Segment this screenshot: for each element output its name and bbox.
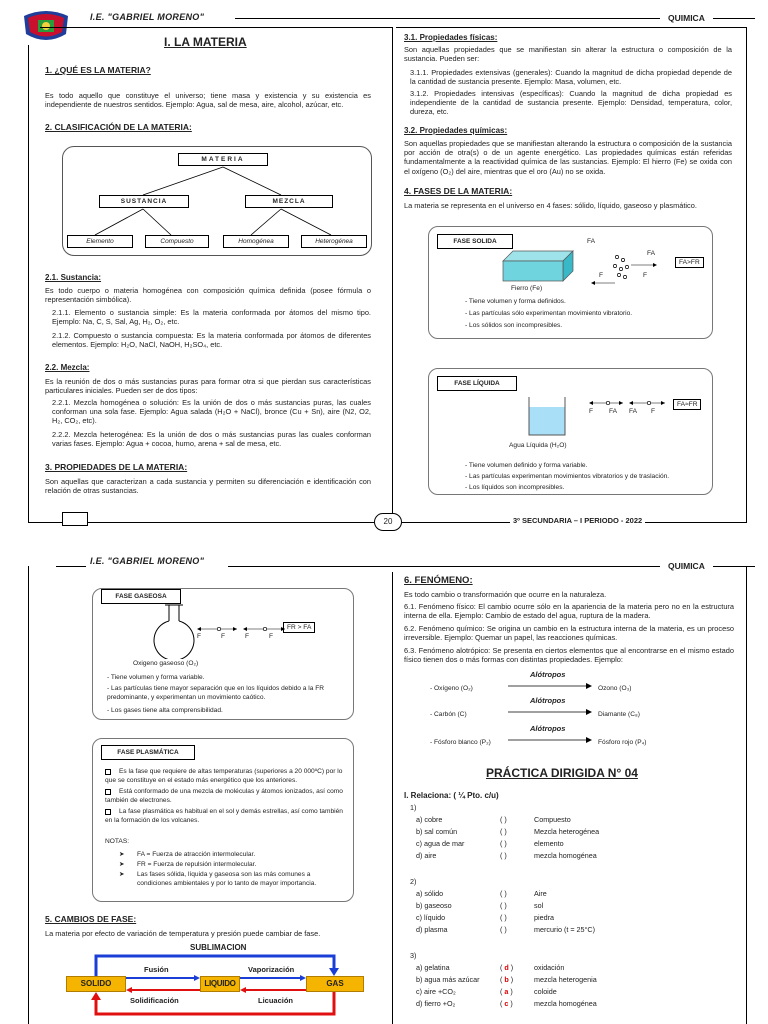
option-left: c) líquido xyxy=(416,913,446,922)
section-2-2-text: Es la reunión de dos o más sustancias puras para formar otra si que pierdan sus características particulares iniciales. Pueden ser de dos tipos: xyxy=(45,377,371,396)
liquido-box: LIQUIDO xyxy=(200,976,240,992)
phase-change-diagram xyxy=(50,940,376,1024)
plasma-p3: La fase plasmática es habitual en el sol y demás estrellas, así como también en la formación de los volcanes. xyxy=(105,808,343,824)
section-3-1-text: Son aquellas propiedades que se manifiestan sin alterar la estructura o composición de la sustancia. Pueden ser: xyxy=(404,45,732,64)
allotrope-row xyxy=(430,670,730,696)
answer-blank[interactable]: ( ) xyxy=(500,889,507,898)
gas-f-4: F xyxy=(269,633,274,640)
licuacion-label: Licuación xyxy=(258,996,294,1005)
page-number: 20 xyxy=(374,513,402,531)
diagram-sustancia: SUSTANCIA xyxy=(99,195,189,208)
option-left: b) sal común xyxy=(416,827,458,836)
section-1-text: Es todo aquello que constituye el universo; tiene masa y existencia y su existencia es independiente de nuestros sentidos. Ejemplo: Agua, sal de mesa, aire, alcohol, azúcar, etc. xyxy=(45,91,371,110)
option-right: mezcla heterogenia xyxy=(534,975,597,984)
answer-blank[interactable]: ( ) xyxy=(500,851,507,860)
flask-icon xyxy=(145,603,205,659)
solid-caption: Fierro (Fe) xyxy=(511,285,543,292)
answer-blank[interactable]: ( ) xyxy=(500,827,507,836)
section-3-1-2: 3.1.2. Propiedades intensivas (específicas): Cuando la magnitud de dicha propiedad es independiente de la cantidad de sustancia presente. Ejemplo: Densidad, temperatura, color, dureza, etc. xyxy=(410,89,732,117)
option-right: Aire xyxy=(534,889,547,898)
section-2-2-1: 2.2.1. Mezcla homogénea o solución: Es la unión de dos o más sustancias puras, las cuales conforman una sola fase. Ejemplo: Agua salada (H₂O + NaCl), bronce (Cu + Sn), aire (N2, O2, H₂, CO₂, etc). xyxy=(52,398,371,426)
diagram-mezcla: MEZCLA xyxy=(245,195,333,208)
answer-blank[interactable]: ( ) xyxy=(500,925,507,934)
option-left: a) sólido xyxy=(416,889,444,898)
section-2-1-1: 2.1.1. Elemento o sustancia simple: Es la materia conformada por átomos del mismo tipo. Ejemplo: Na, C, S, Sal, Ag, H₂, O₂, etc. xyxy=(52,308,371,327)
section-3-heading: 3. PROPIEDADES DE LA MATERIA: xyxy=(45,462,188,472)
option-left: d) plasma xyxy=(416,925,448,934)
handwritten-answer: a xyxy=(504,987,509,996)
diagram-heterogenea: Heterogénea xyxy=(301,235,367,248)
option-left: a) cobre xyxy=(416,815,443,824)
liquid-f-1: F xyxy=(589,408,594,415)
relaciona-heading: I. Relaciona: ( ¼ Pto. c/u) xyxy=(404,791,499,800)
section-2-1-2: 2.1.2. Compuesto o sustancia compuesta: Es la materia conformada por átomos de diferentes elementos. Ejemplo: H₂O, NaCl, NaOH, H₂SO₄, etc. xyxy=(52,331,371,350)
option-left: b) agua más azúcar xyxy=(416,975,480,984)
allotrope-label: Alótropos xyxy=(530,670,566,679)
section-3-1-heading: 3.1. Propiedades físicas: xyxy=(404,33,498,42)
header-subject: QUIMICA xyxy=(668,13,705,23)
arrow-bullet-icon: ➤ xyxy=(119,861,125,868)
gas-f-3: F xyxy=(245,633,250,640)
diagram-homogenea: Homogénea xyxy=(223,235,289,248)
group-number: 2) xyxy=(410,877,417,886)
gas-caption: Oxigeno gaseoso (O₂) xyxy=(133,660,199,667)
solidificacion-label: Solidificación xyxy=(130,996,179,1005)
option-left: b) gaseoso xyxy=(416,901,452,910)
section-3-2-heading: 3.2. Propiedades químicas: xyxy=(404,126,508,135)
practice-title: PRÁCTICA DIRIGIDA N° 04 xyxy=(486,766,638,780)
liquid-phase-box xyxy=(428,368,713,495)
option-left: d) fierro +O₂ xyxy=(416,999,456,1008)
option-right: oxidación xyxy=(534,963,565,972)
page-2 xyxy=(0,548,768,1024)
header-school: I.E. "GABRIEL MORENO" xyxy=(90,12,205,22)
section-3-text: Son aquellas que caracterizan a cada sustancia y permiten su diferenciación e identificación con relación de otras sustancias. xyxy=(45,477,371,496)
option-left: c) agua de mar xyxy=(416,839,465,848)
answer-blank[interactable]: ( ) xyxy=(500,901,507,910)
gas-phase-label: FASE GASEOSA xyxy=(101,589,181,604)
solid-phase-box xyxy=(428,226,713,339)
answer-slot[interactable]: ( b ) xyxy=(500,975,514,984)
gas-bullet-2: - Las partículas tiene mayor separación que en los líquidos debido a la FR predominante, y experimentan un movimiento caótico. xyxy=(107,685,324,701)
solid-bullet-3: - Los sólidos son incompresibles. xyxy=(465,322,563,329)
gas-bullet-3: - Los gases tiene alta comprensibilidad. xyxy=(107,707,223,714)
liquid-relation: FA≈FR xyxy=(673,399,701,410)
diagram-materia: MATERIA xyxy=(178,153,268,166)
section-2-2-2: 2.2.2. Mezcla heterogénea: Es la unión de dos o más sustancias puras las cuales conforman varias fases. Ejemplo: Agua + cocoa, humo, arena + sal de mesa, etc. xyxy=(52,430,371,449)
gas-forces-icon xyxy=(197,623,289,635)
diagram-compuesto: Compuesto xyxy=(145,235,209,248)
plasma-note-3: Las fases sólida, líquida y gaseosa son las más comunes a condiciones ambientales y por lo tanto de mayor importancia. xyxy=(137,871,317,887)
section-2-2-heading: 2.2. Mezcla: xyxy=(45,363,90,372)
beaker-icon xyxy=(525,395,569,439)
plasma-note-1: FA = Fuerza de atracción intermolecular. xyxy=(137,851,256,858)
gas-box: GAS xyxy=(306,976,364,992)
gas-relation: FR > FA xyxy=(283,622,315,633)
allotrope-left: - Oxígeno (O₂) xyxy=(430,685,473,692)
plasma-notas: NOTAS: xyxy=(105,838,130,845)
liquid-bullet-1: - Tiene volumen definido y forma variable. xyxy=(465,462,588,469)
liquid-caption: Agua Líquida (H₂O) xyxy=(509,442,567,449)
sublimacion-label: SUBLIMACION xyxy=(190,943,247,952)
allotrope-row xyxy=(430,696,730,722)
answer-slot[interactable]: ( d ) xyxy=(500,963,514,972)
allotrope-left: - Carbón (C) xyxy=(430,711,467,718)
answer-slot[interactable]: ( c ) xyxy=(500,999,513,1008)
section-2-heading: 2. CLASIFICACIÓN DE LA MATERIA: xyxy=(45,122,192,132)
section-6-1: 6.1. Fenómeno físico: El cambio ocurre sólo en la apariencia de la materia pero no en la estructura interna de ella. Ejemplo: Cambio de estado del agua, ruptura de la madera. xyxy=(404,602,734,621)
gas-f-1: F xyxy=(197,633,202,640)
allotrope-right: Fósforo rojo (P₄) xyxy=(598,739,647,746)
footer-text: 3º SECUNDARIA – I PERIODO - 2022 xyxy=(510,516,645,525)
solid-particles-icon xyxy=(589,249,659,289)
section-3-2-text: Son aquellas propiedades que se manifiestan alterando la estructura o composición de la sustancia por acción de otra(s) o de un agente energético. Las propiedades químicas están referidas fundamentalmente a la reactividad química de las sustancias. Ejemplo: El hierro (Fe) se oxida con el oxígeno (O₂) del aire, mientras que el oro (Au) no se oxida. xyxy=(404,139,732,176)
liquid-bullet-2: - Las partículas experimentan movimientos vibratorios y de traslación. xyxy=(465,473,670,480)
gas-f-2: F xyxy=(221,633,226,640)
iron-block-icon xyxy=(499,249,579,283)
option-right: piedra xyxy=(534,913,554,922)
answer-blank[interactable]: ( ) xyxy=(500,839,507,848)
solid-phase-label: FASE SOLIDA xyxy=(437,234,513,249)
option-left: a) gelatina xyxy=(416,963,450,972)
allotrope-right: Diamante (C₈) xyxy=(598,711,640,718)
solid-f-label-2: F xyxy=(643,272,648,279)
answer-blank[interactable]: ( ) xyxy=(500,913,507,922)
allotrope-row xyxy=(430,724,730,750)
solido-box: SOLIDO xyxy=(66,976,126,992)
solid-f-label: F xyxy=(599,272,604,279)
gas-phase-box xyxy=(92,588,354,720)
solid-relation: FA>FR xyxy=(675,257,704,268)
option-right: mercurio (t = 25°C) xyxy=(534,925,595,934)
liquid-fa-2: FA xyxy=(629,408,638,415)
group-number: 3) xyxy=(410,951,417,960)
liquid-f-2: F xyxy=(651,408,656,415)
option-right: mezcla homogénea xyxy=(534,851,597,860)
option-right: elemento xyxy=(534,839,564,848)
plasma-p1: Es la fase que requiere de altas temperaturas (superiores a 20 000ºC) por lo que se constituye en el estado más energético que los anteriores. xyxy=(105,768,343,784)
right-arrow-icon xyxy=(508,682,592,690)
header-subject-2: QUIMICA xyxy=(668,561,705,571)
allotrope-label: Alótropos xyxy=(530,696,566,705)
handwritten-answer: c xyxy=(504,999,509,1008)
solid-fa-label-2: FA xyxy=(647,250,656,257)
option-left: d) aire xyxy=(416,851,437,860)
handwritten-answer: d xyxy=(504,963,509,972)
right-arrow-icon xyxy=(508,736,592,744)
section-2-1-heading: 2.1. Sustancia: xyxy=(45,273,102,282)
section-4-heading: 4. FASES DE LA MATERIA: xyxy=(404,186,513,196)
option-right: Mezcla heterogénea xyxy=(534,827,600,836)
section-3-1-1: 3.1.1. Propiedades extensivas (generales): Cuando la magnitud de dicha propiedad depende de la cantidad de sustancia presente. Ejemplo: Masa, volumen, etc. xyxy=(410,68,732,87)
option-left: c) aire +CO₂ xyxy=(416,987,456,996)
classification-diagram xyxy=(62,146,372,256)
liquid-bullet-3: - Los líquidos son incompresibles. xyxy=(465,484,565,491)
diagram-elemento: Elemento xyxy=(67,235,133,248)
answer-blank[interactable]: ( ) xyxy=(500,815,507,824)
allotrope-right: Ozono (O₃) xyxy=(598,685,632,692)
plasma-phase-box xyxy=(92,738,354,902)
section-6-3: 6.3. Fenómeno alotrópico: Se presenta en ciertos elementos que al encontrarse en el mismo estado físico tienen dos o más formas con distintas propiedades. Ejemplo: xyxy=(404,646,734,665)
answer-slot[interactable]: ( a ) xyxy=(500,987,513,996)
allotrope-label: Alótropos xyxy=(530,724,566,733)
liquid-phase-label: FASE LÍQUIDA xyxy=(437,376,517,391)
allotrope-left: - Fósforo blanco (P₂) xyxy=(430,739,491,746)
fusion-label: Fusión xyxy=(144,965,169,974)
section-4-text: La materia se representa en el universo en 4 fases: sólido, líquido, gaseoso y plasmático. xyxy=(404,201,697,210)
plasma-note-2: FR = Fuerza de repulsión intermolecular. xyxy=(137,861,257,868)
section-6-2: 6.2. Fenómeno químico: Se origina un cambio en la estructura interna de la materia, es un proceso irreversible. Ejemplo: Quemar un papel, las reacciones químicas. xyxy=(404,624,734,643)
school-crest-logo xyxy=(22,8,70,44)
right-arrow-icon xyxy=(508,708,592,716)
vaporizacion-label: Vaporización xyxy=(248,965,295,974)
solid-fa-label: FA xyxy=(587,238,596,245)
plasma-p2: Está conformado de una mezcla de moléculas y átomos ionizados, así como también de electrones. xyxy=(105,788,343,804)
footer-box xyxy=(62,512,88,526)
plasma-phase-label: FASE PLASMÁTICA xyxy=(101,745,195,760)
handwritten-answer: b xyxy=(504,975,509,984)
page-title: I. LA MATERIA xyxy=(164,35,247,49)
section-5-heading: 5. CAMBIOS DE FASE: xyxy=(45,914,137,924)
section-1-heading: 1. ¿QUÉ ES LA MATERIA? xyxy=(45,65,151,75)
option-right: mezcla homogénea xyxy=(534,999,597,1008)
section-6-text: Es todo cambio o transformación que ocurre en la naturaleza. xyxy=(404,590,607,599)
gas-bullet-1: - Tiene volumen y forma variable. xyxy=(107,674,205,681)
option-right: Compuesto xyxy=(534,815,571,824)
header-school-2: I.E. "GABRIEL MORENO" xyxy=(90,556,205,566)
section-5-text: La materia por efecto de variación de temperatura y presión puede cambiar de fase. xyxy=(45,929,321,938)
group-number: 1) xyxy=(410,803,417,812)
arrow-bullet-icon: ➤ xyxy=(119,871,125,878)
option-right: sol xyxy=(534,901,544,910)
section-2-1-text: Es todo cuerpo o materia homogénea con composición química definida (posee fórmula o representación simbólica). xyxy=(45,286,371,305)
liquid-fa-1: FA xyxy=(609,408,618,415)
solid-bullet-1: - Tiene volumen y forma definidos. xyxy=(465,298,566,305)
section-6-heading: 6. FENÓMENO: xyxy=(404,575,473,586)
solid-bullet-2: - Las partículas sólo experimentan movimiento vibratorio. xyxy=(465,310,633,317)
arrow-bullet-icon: ➤ xyxy=(119,851,125,858)
option-right: coloide xyxy=(534,987,557,996)
